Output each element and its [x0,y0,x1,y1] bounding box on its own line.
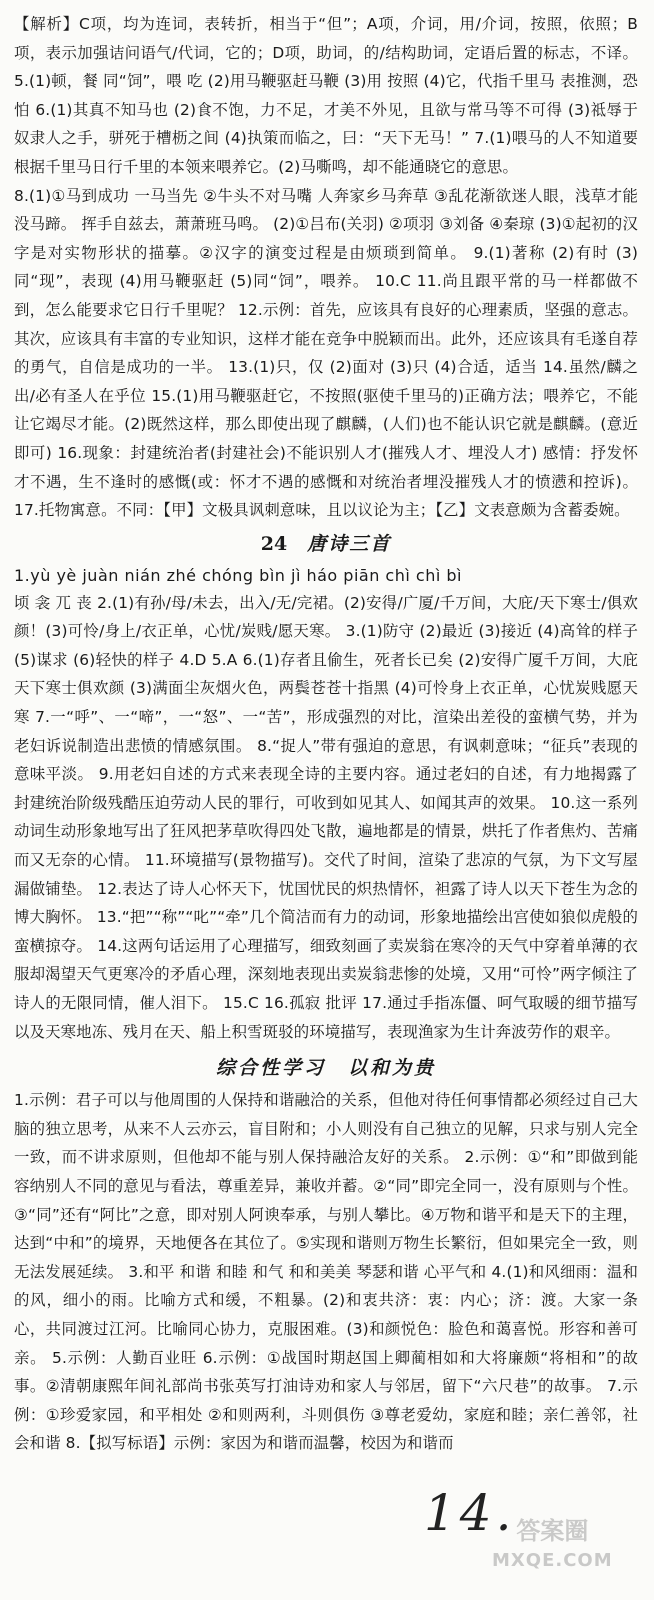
answer-block-23-part1: 【解析】C项，均为连词，表转折，相当于“但”；A项，介词，用/介词，按照，依照；B项，表示加强诘问语气/代词，它的；D项，助词，的/结构助词，定语后置的标志，不译。 5.(1)顿，餐 同“饲”，喂 吃 (2)用马鞭驱赶马鞭 (3)用 按照 (4)它，代指千里马 表推测，恐怕 6.(1)其真不知马也 (2)食不饱，力不足，才美不外见，且欲与常马等不可得 (3)祗辱于奴隶人之手，骈死于槽枥之间 (4)执策而临之，曰：“天下无马！” 7.(1)喂马的人不知道要根据千里马日行千里的本领来喂养它。(2)马嘶鸣，却不能通晓它的意思。 [14,15,638,176]
answer-page [14,10,638,1458]
section-title-left: 综合性学习 [215,1057,326,1080]
watermark-cn: 答案圈 [516,1517,589,1545]
handwritten-page-number: 14. [424,1484,516,1542]
lesson-heading [14,529,638,559]
lesson-title: 唐诗三首 [307,532,392,555]
site-watermark [492,1516,613,1576]
section-title-right: 以和为贵 [348,1057,437,1080]
section-heading [14,1052,638,1084]
answer-block-24: 顷 衾 兀 丧 2.(1)有孙/母/未去，出入/无/完裙。(2)安得/广厦/千万间，大庇/天下寒士/俱欢颜！(3)可怜/身上/衣正单，心忧/炭贱/愿天寒。 3.(1)防守 (2)最近 (3)接近 (4)高耸的样子 (5)谋求 (6)轻快的样子 4.D 5.A 6.(1)存者且偷生，死者长已矣 (2)安得广厦千万间，大庇天下寒士俱欢颜 (3)满面尘灰烟火色，两鬓苍苍十指黑 (4)可怜身上衣正单，心忧炭贱愿天寒 7.一“呼”、一“啼”，一“怒”、一“苦”，形成强烈的对比，渲染出差役的蛮横气势，并为老妇诉说制造出悲愤的情感氛围。 8.“捉人”带有强迫的意思，有讽刺意味；“征兵”表现的意味平淡。 9.用老妇自述的方式来表现全诗的主要内容。通过老妇的自述，有力地揭露了封建统治阶级残酷压迫劳动人民的罪行，可收到如见其人、如闻其声的效果。 10.这一系列动词生动形象地写出了狂风把茅草吹得四处飞散，遍地都是的情景，烘托了作者焦灼、苦痛而又无奈的心情。 11.环境描写(景物描写)。交代了时间，渲染了悲凉的气氛，为下文写屋漏做铺垫。 12.表达了诗人心怀天下，忧国忧民的炽热情怀，袒露了诗人以天下苍生为念的博大胸怀。 13.“把”“称”“叱”“牵”几个简洁而有力的动词，形象地描绘出宫使如狼似虎般的蛮横掠夺。 14.这两句话运用了心理描写，细致刻画了卖炭翁在寒冷的天气中穿着单薄的衣服却渴望天气更寒冷的矛盾心理，深刻地表现出卖炭翁悲惨的处境，又用“可怜”两字倾注了诗人的无限同情，催人泪下。 15.C 16.孤寂 批评 17.通过手指冻僵、呵气取暖的细节描写以及天寒地冻、残月在天、船上积雪斑驳的环境描写，表现渔家为生计奔波劳作的艰辛。 [14,593,638,1041]
watermark-domain: MXQE.COM [492,1550,613,1571]
answer-block-comprehensive: 1.示例：君子可以与他周围的人保持和谐融洽的关系，但他对待任何事情都必须经过自己大脑的独立思考，从来不人云亦云，盲目附和；小人则没有自己独立的见解，只求与别人完全一致，而不讲求原则，但他却不能与别人保持融洽友好的关系。 2.示例：①“和”即做到能容纳别人不同的意见与看法，尊重差异，兼收并蓄。②“同”即完全同一，没有原则与个性。③“同”还有“阿比”之意，即对别人阿谀奉承，与别人攀比。④万物和谐平和是天下的主理，达到“中和”的境界，天地便各在其位了。⑤实现和谐则万物生长繁衍，但如果完全一致，则无法发展延续。 3.和平 和谐 和睦 和气 和和美美 琴瑟和谐 心平气和 4.(1)和风细雨：温和的风，细小的雨。比喻方式和缓，不粗暴。(2)和衷共济：衷：内心；济：渡。大家一条心，共同渡过江河。比喻同心协力，克服困难。(3)和颜悦色：脸色和蔼喜悦。形容和善可亲。 5.示例：人勤百业旺 6.示例：①战国时期赵国上卿蔺相如和大将廉颇“将相和”的故事。②清朝康熙年间礼部尚书张英写打油诗劝和家人与邻居，留下“六尺巷”的故事。 7.示例：①珍爱家园，和平相处 ②和则两利，斗则俱伤 ③尊老爱幼，家庭和睦；亲仁善邻，社会和谐 8.【拟写标语】示例：家因为和谐而温馨，校因为和谐而 [14,1091,638,1453]
pinyin-line: 1.yù yè juàn nián zhé chóng bìn jì háo piān chì chì bì [14,565,462,585]
lesson-number: 24 [260,532,288,555]
answer-block-23-part2: 8.(1)①马到成功 一马当先 ②牛头不对马嘴 人奔家乡马奔草 ③乱花渐欲迷人眼，浅草才能没马蹄。 挥手自兹去，萧萧班马鸣。 (2)①吕布(关羽) ②项羽 ③刘备 ④秦琼 (3)①起初的汉字是对实物形状的描摹。②汉字的演变过程是由烦琐到简单。 9.(1)著称 (2)有时 (3)同“现”，表现 (4)用马鞭驱赶 (5)同“饲”，喂养。 10.C 11.尚且跟平常的马一样都做不到，怎么能要求它日行千里呢？ 12.示例：首先，应该具有良好的心理素质，坚强的意志。其次，应该具有丰富的专业知识，这样才能在竞争中脱颖而出。此外，还应该具有毛遂自荐的勇气，自信是成功的一半。 13.(1)只，仅 (2)面对 (3)只 (4)合适，适当 14.虽然/麟之出/必有圣人在乎位 15.(1)用马鞭驱赶它，不按照(驱使千里马的)正确方法；喂养它，不能让它竭尽才能。(2)既然这样，那么即使出现了麒麟，(人们)也不能认识它就是麒麟。(意近即可) 16.现象：封建统治者(封建社会)不能识别人才(摧残人才、埋没人才) 感情：抒发怀才不遇，生不逢时的感慨(或：怀才不遇的感慨和对统治者埋没摧残人才的愤懑和控诉)。 17.托物寓意。不同：【甲】文极具讽刺意味，且以议论为主；【乙】文表意颇为含蓄委婉。 [14,186,638,520]
